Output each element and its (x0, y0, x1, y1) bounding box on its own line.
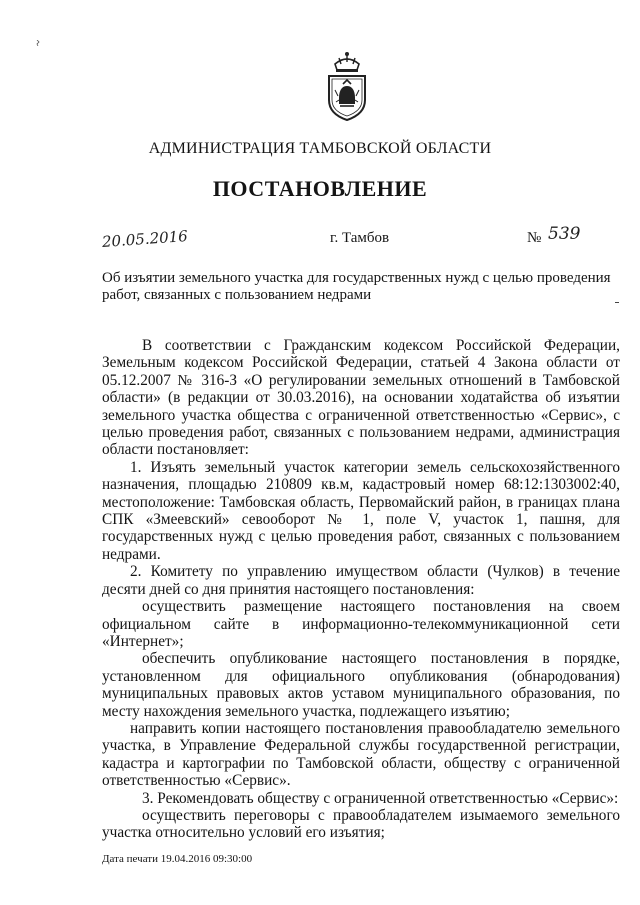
clause-3-item-negotiations: осуществить переговоры с правообладателем изымаемого земельного участка относительно условий его изъятия; (102, 806, 620, 842)
document-subject: Об изъятии земельного участка для государственных нужд с целью проведения работ, связанных с пользованием недрами (102, 270, 611, 303)
document-type-title: ПОСТАНОВЛЕНИЕ (212, 176, 428, 201)
print-date-footer: Дата печати 19.04.2016 09:30:00 (102, 853, 253, 865)
city-name: г. Тамбов (330, 230, 390, 246)
tambov-coat-of-arms-icon (321, 50, 373, 122)
issuing-authority: АДМИНИСТРАЦИЯ ТАМБОВСКОЙ ОБЛАСТИ (148, 140, 492, 157)
clause-2-item-publish-online: осуществить размещение настоящего постановления на своем официальном сайте в информационно-телекоммуникационной сети «Интернет»; (102, 598, 620, 650)
clause-3-paragraph: 3. Рекомендовать обществу с ограниченной ответственностью «Сервис»: (142, 789, 619, 807)
preamble-paragraph: В соответствии с Гражданским кодексом Российской Федерации, Земельным кодексом Российской Федерации, статьей 4 Закона области от 05.12.2007 № 316-З «О регулировании земельных отношений в Тамбовской области» (в редакции от 30.03.2016), на основании ходатайства об изъятии земельного участка общества с ограниченной ответственностью «Сервис», с целью проведения работ, связанных с пользованием недрами, администрация области постановляет: (102, 337, 620, 459)
handwritten-number: 539 (548, 224, 581, 244)
margin-tick (615, 302, 619, 303)
clause-1-paragraph: 1. Изъять земельный участок категории земель сельскохозяйственного назначения, площадью 210809 кв.м, кадастровый номер 68:12:1303002:40, местоположение: Тамбовская область, Первомайский район, в границах плана СПК «Змеевский» севооборот № 1, поле V, участок 1, пашня, для государственных нужд с целью проведения работ, связанных с пользованием недрами. (102, 458, 620, 563)
handwritten-date: 20.05.2016 (101, 227, 189, 251)
document-body (102, 337, 620, 842)
scan-speck-icon (36, 40, 40, 46)
number-label: № (527, 230, 542, 246)
clause-2-item-official-publication: обеспечить опубликование настоящего постановления в порядке, установленном для официального опубликования (обнародования) муниципальных правовых актов уставом муниципального образования, по месту нахождения земельного участка, подлежащего изъятию; (102, 650, 620, 720)
clause-2-paragraph: 2. Комитету по управлению имуществом области (Чулков) в течение десяти дней со дня принятия настоящего постановления: (102, 563, 620, 598)
clause-2-item-send-copies: направить копии настоящего постановления правообладателю земельного участка, в Управление Федеральной службы государственной регистрации, кадастра и картографии по Тамбовской области, обществу с ограниченной ответственностью «Сервис». (102, 719, 620, 790)
